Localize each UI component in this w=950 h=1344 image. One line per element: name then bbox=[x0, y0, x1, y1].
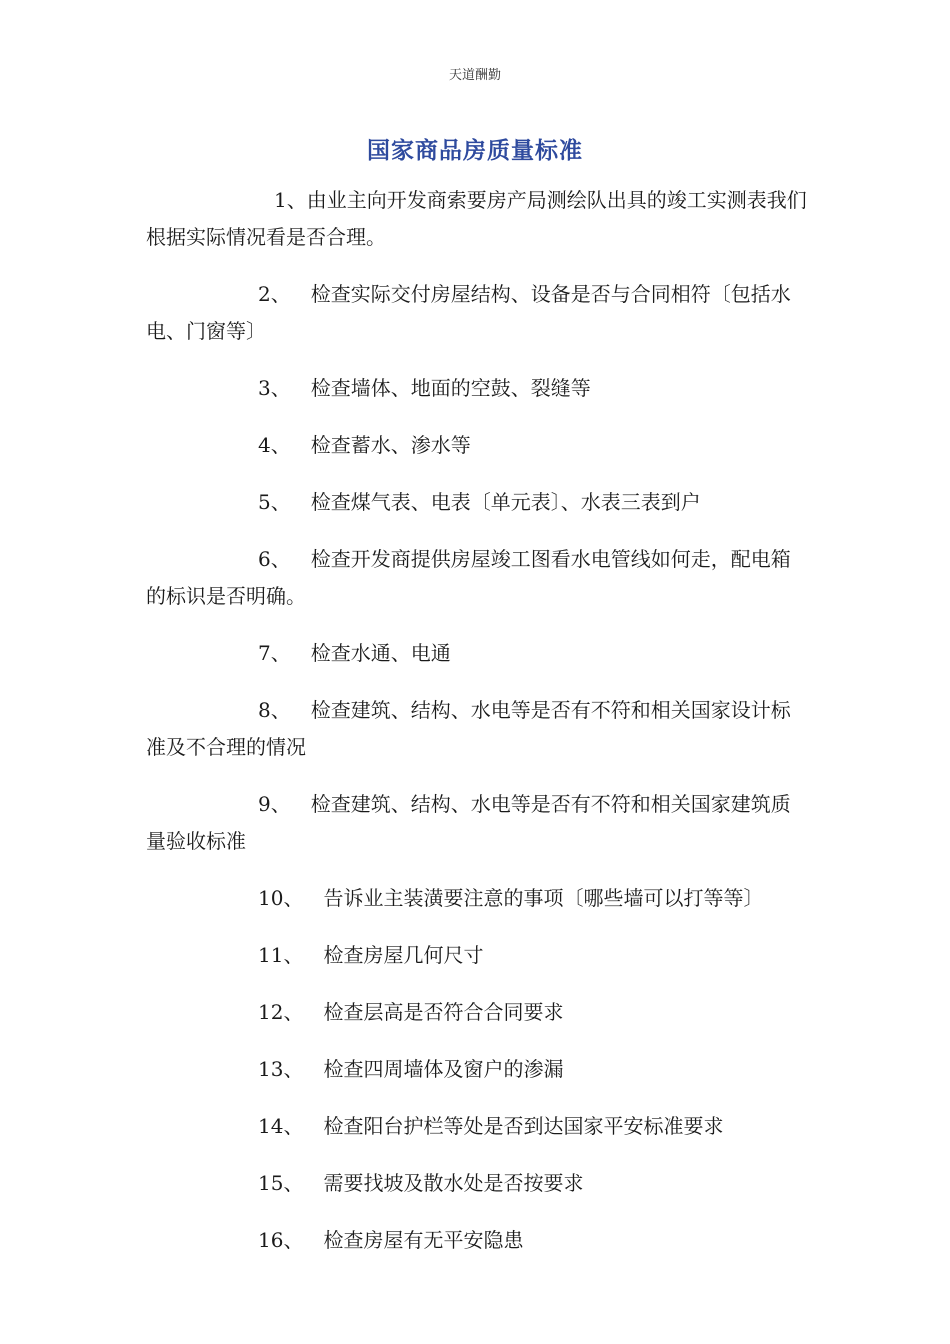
item-number: 13、 bbox=[258, 1057, 304, 1081]
item-number: 4、 bbox=[258, 433, 291, 457]
list-item bbox=[146, 880, 808, 917]
list-item bbox=[146, 427, 808, 464]
item-text: 检查房屋有无平安隐患 bbox=[323, 1228, 524, 1252]
item-number: 1、 bbox=[274, 188, 307, 212]
item-text: 检查蓄水、渗水等 bbox=[310, 433, 471, 457]
list-item bbox=[146, 1222, 808, 1259]
item-text: 检查煤气表、电表〔单元表〕、水表三表到户 bbox=[310, 490, 701, 514]
item-number: 14、 bbox=[258, 1114, 304, 1138]
item-text: 告诉业主装潢要注意的事项〔哪些墙可以打等等〕 bbox=[323, 886, 764, 910]
item-text: 检查实际交付房屋结构、设备是否与合同相符〔包括水电、门窗等〕 bbox=[146, 282, 791, 343]
item-number: 7、 bbox=[258, 641, 291, 665]
list-item bbox=[146, 541, 808, 615]
item-number: 2、 bbox=[258, 282, 291, 306]
item-text: 检查建筑、结构、水电等是否有不符和相关国家设计标准及不合理的情况 bbox=[146, 698, 791, 759]
list-item bbox=[146, 182, 808, 256]
item-number: 9、 bbox=[258, 792, 291, 816]
list-item bbox=[146, 1108, 808, 1145]
item-text: 检查房屋几何尺寸 bbox=[323, 943, 484, 967]
item-number: 5、 bbox=[258, 490, 291, 514]
document-body bbox=[146, 182, 808, 1275]
item-text: 检查四周墙体及窗户的渗漏 bbox=[323, 1057, 564, 1081]
document-title: 国家商品房质量标准 bbox=[367, 138, 583, 164]
item-text: 由业主向开发商索要房产局测绘队出具的竣工实测表我们根据实际情况看是否合理。 bbox=[146, 188, 807, 249]
list-item bbox=[146, 937, 808, 974]
list-item bbox=[146, 635, 808, 672]
list-item bbox=[146, 484, 808, 521]
item-number: 10、 bbox=[258, 886, 304, 910]
item-text: 检查开发商提供房屋竣工图看水电管线如何走，配电箱的标识是否明确。 bbox=[146, 547, 791, 608]
item-number: 8、 bbox=[258, 698, 291, 722]
item-text: 检查层高是否符合合同要求 bbox=[323, 1000, 564, 1024]
list-item bbox=[146, 786, 808, 860]
list-item bbox=[146, 692, 808, 766]
item-text: 检查水通、电通 bbox=[310, 641, 451, 665]
item-text: 检查阳台护栏等处是否到达国家平安标准要求 bbox=[323, 1114, 724, 1138]
item-text: 需要找坡及散水处是否按要求 bbox=[323, 1171, 584, 1195]
list-item bbox=[146, 370, 808, 407]
list-item bbox=[146, 994, 808, 1031]
item-number: 16、 bbox=[258, 1228, 304, 1252]
item-text: 检查墙体、地面的空鼓、裂缝等 bbox=[310, 376, 591, 400]
item-text: 检查建筑、结构、水电等是否有不符和相关国家建筑质量验收标准 bbox=[146, 792, 791, 853]
item-number: 11、 bbox=[258, 943, 304, 967]
list-item bbox=[146, 1165, 808, 1202]
item-number: 6、 bbox=[258, 547, 291, 571]
page-header: 天道酬勤 bbox=[448, 68, 501, 83]
item-number: 3、 bbox=[258, 376, 291, 400]
item-number: 15、 bbox=[258, 1171, 304, 1195]
list-item bbox=[146, 1051, 808, 1088]
list-item bbox=[146, 276, 808, 350]
item-number: 12、 bbox=[258, 1000, 304, 1024]
